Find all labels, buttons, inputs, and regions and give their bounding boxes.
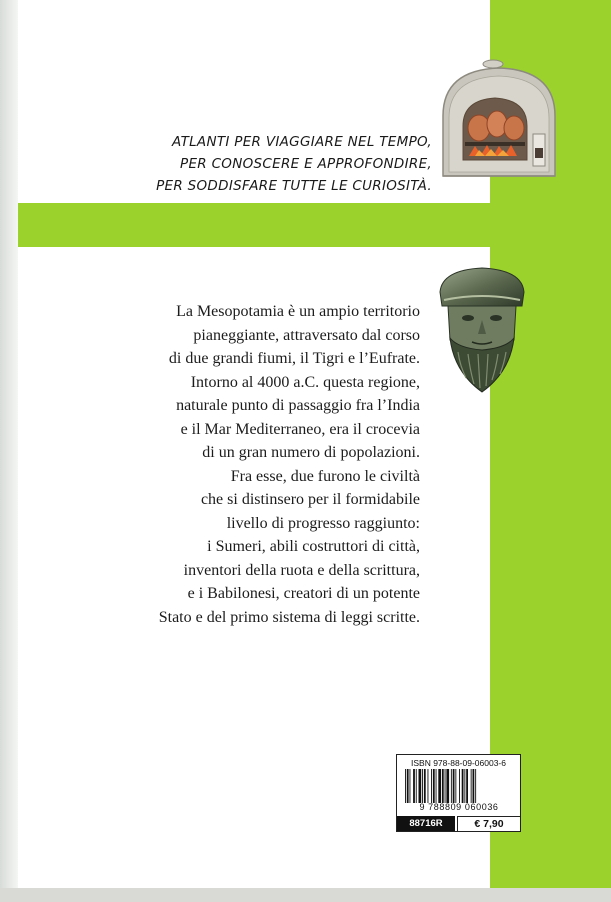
description-line: che si distinsero per il formidabile: [200, 491, 420, 508]
description-line: e il Mar Mediterraneo, era il crocevia: [180, 420, 420, 438]
barcode-bars: [405, 769, 513, 803]
description-line: La Mesopotamia è un ampio territorio: [176, 303, 420, 320]
product-code: 88716R: [397, 816, 455, 831]
description-line: Stato e del primo sistema di leggi scritte.: [158, 608, 420, 626]
green-horizontal-band: [18, 203, 611, 247]
description-line: inventori della ruota e della scrittura,: [183, 561, 420, 579]
description-line: di due grandi fiumi, il Tigri e l’Eufrate.: [168, 350, 420, 367]
description-line: di un gran numero di popolazioni.: [202, 444, 420, 461]
bottom-edge: [0, 888, 611, 902]
description-line: e i Babilonesi, creatori di un potente: [187, 585, 420, 602]
description-line: i Sumeri, abili costruttori di città,: [207, 538, 420, 555]
description-line: naturale punto di passaggio fra l’India: [176, 397, 420, 414]
tagline-line-2: PER CONOSCERE E APPROFONDIRE,: [180, 156, 432, 172]
description-line: Fra esse, due furono le civiltà: [230, 467, 420, 485]
tagline-line-3: PER SODDISFARE TUTTE LE CURIOSITÀ.: [156, 178, 432, 194]
price-label: € 7,90: [457, 816, 520, 831]
bread-oven-illustration: [435, 56, 563, 182]
description-line: Intorno al 4000 a.C. questa regione,: [190, 373, 420, 391]
barcode-box: [396, 754, 521, 832]
tagline-line-1: ATLANTI PER VIAGGIARE NEL TEMPO,: [172, 134, 432, 150]
scan-edge: [0, 0, 18, 902]
description-line: pianeggiante, attraversato dal corso: [193, 326, 420, 344]
description-line: livello di progresso raggiunto:: [226, 514, 420, 532]
sumerian-head-sculpture: [430, 262, 534, 396]
series-tagline: [132, 131, 432, 197]
description-paragraph: [120, 300, 420, 629]
isbn-label: ISBN 978-88-09-06003-6: [411, 758, 506, 768]
barcode-digits: 9 788809 060036: [419, 802, 499, 812]
